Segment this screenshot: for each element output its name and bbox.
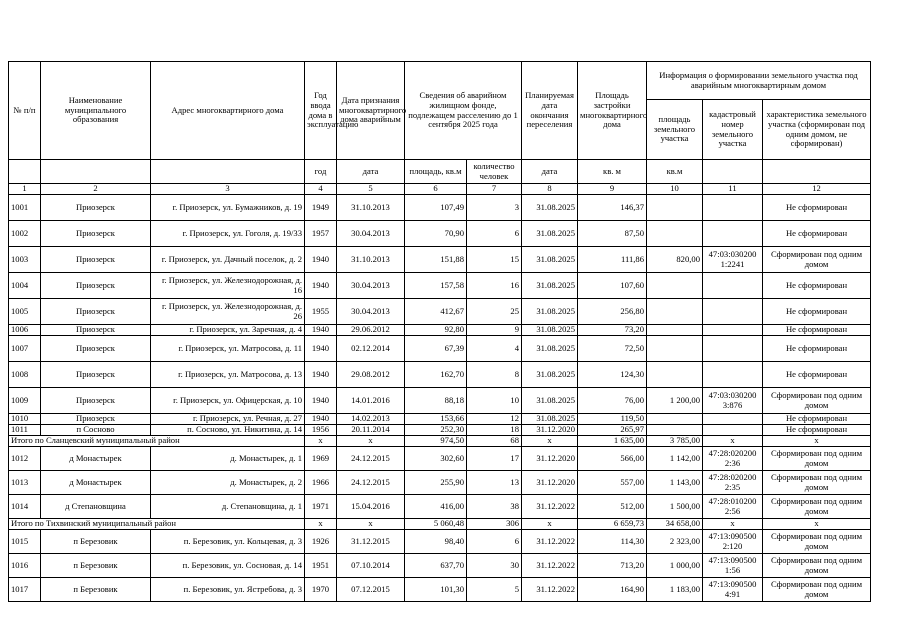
cell-people: 17 bbox=[467, 447, 522, 471]
column-number-row bbox=[9, 184, 871, 195]
table-row bbox=[9, 447, 871, 471]
cell-num: 1012 bbox=[9, 447, 41, 471]
cell-cadastral: 47:28:020200 2:36 bbox=[703, 447, 763, 471]
cell-land-characteristic: Сформирован под одним домом bbox=[763, 388, 871, 414]
cell-address: г. Приозерск, ул. Железнодорожная, д. 26 bbox=[151, 299, 305, 325]
cell-land-area: 1 183,00 bbox=[647, 578, 703, 602]
cell-year: 1970 bbox=[305, 578, 337, 602]
table-body bbox=[9, 195, 871, 602]
table-row bbox=[9, 495, 871, 519]
cell-cadastral bbox=[703, 273, 763, 299]
cell-building-area: 111,86 bbox=[578, 247, 647, 273]
cell-land-area: 1 200,00 bbox=[647, 388, 703, 414]
column-number: 4 bbox=[305, 184, 337, 195]
header-address: Адрес многоквартирного дома bbox=[151, 62, 305, 160]
cell-land-area bbox=[647, 195, 703, 221]
header-land-characteristic: характеристика земельного участка (сформирован под одним домом, не сформирован) bbox=[763, 100, 871, 160]
total-cell-land-characteristic: x bbox=[763, 519, 871, 530]
cell-year: 1940 bbox=[305, 325, 337, 336]
cell-cadastral bbox=[703, 425, 763, 436]
cell-municipality: Приозерск bbox=[41, 195, 151, 221]
cell-municipality: Приозерск bbox=[41, 221, 151, 247]
cell-cadastral: 47:13:090500 1:56 bbox=[703, 554, 763, 578]
cell-area: 153,66 bbox=[405, 414, 467, 425]
table-row bbox=[9, 425, 871, 436]
cell-date-recognition: 31.10.2013 bbox=[337, 247, 405, 273]
column-number: 1 bbox=[9, 184, 41, 195]
header-num: № п/п bbox=[9, 62, 41, 160]
cell-planned-date: 31.12.2020 bbox=[522, 447, 578, 471]
cell-land-characteristic: Не сформирован bbox=[763, 221, 871, 247]
cell-cadastral: 47:28:010200 2:56 bbox=[703, 495, 763, 519]
total-cell-area: 974,50 bbox=[405, 436, 467, 447]
unit-date: дата bbox=[337, 160, 405, 184]
cell-land-characteristic: Не сформирован bbox=[763, 195, 871, 221]
cell-num: 1004 bbox=[9, 273, 41, 299]
table-row bbox=[9, 362, 871, 388]
cell-land-area: 2 323,00 bbox=[647, 530, 703, 554]
cell-planned-date: 31.12.2022 bbox=[522, 530, 578, 554]
cell-area: 162,70 bbox=[405, 362, 467, 388]
cell-land-area: 1 000,00 bbox=[647, 554, 703, 578]
cell-land-characteristic: Сформирован под одним домом bbox=[763, 447, 871, 471]
cell-people: 6 bbox=[467, 221, 522, 247]
cell-date-recognition: 31.12.2015 bbox=[337, 530, 405, 554]
cell-date-recognition: 30.04.2013 bbox=[337, 221, 405, 247]
table-row bbox=[9, 221, 871, 247]
cell-planned-date: 31.12.2022 bbox=[522, 554, 578, 578]
cell-municipality: п Сосново bbox=[41, 425, 151, 436]
cell-area: 255,90 bbox=[405, 471, 467, 495]
cell-date-recognition: 07.12.2015 bbox=[337, 578, 405, 602]
table-header bbox=[9, 62, 871, 195]
cell-land-characteristic: Не сформирован bbox=[763, 273, 871, 299]
cell-building-area: 76,00 bbox=[578, 388, 647, 414]
cell-planned-date: 31.08.2025 bbox=[522, 221, 578, 247]
cell-address: д. Монастырек, д. 1 bbox=[151, 447, 305, 471]
cell-building-area: 713,20 bbox=[578, 554, 647, 578]
cell-people: 18 bbox=[467, 425, 522, 436]
cell-date-recognition: 31.10.2013 bbox=[337, 195, 405, 221]
cell-municipality: Приозерск bbox=[41, 325, 151, 336]
cell-cadastral: 47:13:090500 4:91 bbox=[703, 578, 763, 602]
total-cell-year: x bbox=[305, 436, 337, 447]
cell-num: 1015 bbox=[9, 530, 41, 554]
cell-municipality: Приозерск bbox=[41, 388, 151, 414]
total-cell-year: x bbox=[305, 519, 337, 530]
total-cell-people: 68 bbox=[467, 436, 522, 447]
cell-cadastral bbox=[703, 195, 763, 221]
cell-year: 1957 bbox=[305, 221, 337, 247]
cell-land-characteristic: Сформирован под одним домом bbox=[763, 554, 871, 578]
cell-year: 1940 bbox=[305, 414, 337, 425]
column-number: 9 bbox=[578, 184, 647, 195]
cell-cadastral: 47:03:030200 1:2241 bbox=[703, 247, 763, 273]
cell-land-characteristic: Сформирован под одним домом bbox=[763, 471, 871, 495]
cell-area: 157,58 bbox=[405, 273, 467, 299]
cell-land-characteristic: Сформирован под одним домом bbox=[763, 578, 871, 602]
cell-building-area: 256,80 bbox=[578, 299, 647, 325]
cell-municipality: Приозерск bbox=[41, 336, 151, 362]
cell-municipality: Приозерск bbox=[41, 273, 151, 299]
column-number: 2 bbox=[41, 184, 151, 195]
cell-building-area: 114,30 bbox=[578, 530, 647, 554]
cell-land-area bbox=[647, 425, 703, 436]
cell-date-recognition: 14.02.2013 bbox=[337, 414, 405, 425]
cell-num: 1010 bbox=[9, 414, 41, 425]
cell-people: 15 bbox=[467, 247, 522, 273]
cell-cadastral bbox=[703, 221, 763, 247]
column-number: 12 bbox=[763, 184, 871, 195]
header-planned-date: Планируемая дата окончания переселения bbox=[522, 62, 578, 160]
cell-planned-date: 31.12.2020 bbox=[522, 425, 578, 436]
total-label: Итого по Тихвинский муниципальный район bbox=[9, 519, 305, 530]
cell-area: 412,67 bbox=[405, 299, 467, 325]
cell-year: 1940 bbox=[305, 273, 337, 299]
cell-land-area: 1 500,00 bbox=[647, 495, 703, 519]
cell-people: 5 bbox=[467, 578, 522, 602]
cell-cadastral bbox=[703, 336, 763, 362]
cell-people: 6 bbox=[467, 530, 522, 554]
table-row bbox=[9, 530, 871, 554]
header-cadastral: кадастровый номер земельного участка bbox=[703, 100, 763, 160]
cell-area: 67,39 bbox=[405, 336, 467, 362]
cell-date-recognition: 14.01.2016 bbox=[337, 388, 405, 414]
cell-address: п. Сосново, ул. Никитина, д. 14 bbox=[151, 425, 305, 436]
cell-building-area: 87,50 bbox=[578, 221, 647, 247]
cell-date-recognition: 29.08.2012 bbox=[337, 362, 405, 388]
cell-num: 1014 bbox=[9, 495, 41, 519]
table-row bbox=[9, 195, 871, 221]
cell-planned-date: 31.08.2025 bbox=[522, 247, 578, 273]
header-land-area: площадь земельного участка bbox=[647, 100, 703, 160]
cell-num: 1007 bbox=[9, 336, 41, 362]
cell-year: 1955 bbox=[305, 299, 337, 325]
total-row bbox=[9, 436, 871, 447]
total-label: Итого по Сланцевский муниципальный район bbox=[9, 436, 305, 447]
cell-land-characteristic: Не сформирован bbox=[763, 325, 871, 336]
cell-year: 1926 bbox=[305, 530, 337, 554]
cell-people: 9 bbox=[467, 325, 522, 336]
cell-building-area: 119,50 bbox=[578, 414, 647, 425]
unit-empty bbox=[41, 160, 151, 184]
cell-address: г. Приозерск, ул. Заречная, д. 4 bbox=[151, 325, 305, 336]
cell-land-area bbox=[647, 299, 703, 325]
cell-people: 4 bbox=[467, 336, 522, 362]
cell-land-area: 1 143,00 bbox=[647, 471, 703, 495]
column-number: 10 bbox=[647, 184, 703, 195]
cell-address: г. Приозерск, ул. Офицерская, д. 10 bbox=[151, 388, 305, 414]
cell-date-recognition: 15.04.2016 bbox=[337, 495, 405, 519]
total-row bbox=[9, 519, 871, 530]
cell-date-recognition: 30.04.2013 bbox=[337, 299, 405, 325]
cell-address: г. Приозерск, ул. Речная, д. 27 bbox=[151, 414, 305, 425]
cell-year: 1940 bbox=[305, 362, 337, 388]
table-row bbox=[9, 414, 871, 425]
cell-year: 1949 bbox=[305, 195, 337, 221]
cell-land-characteristic: Не сформирован bbox=[763, 336, 871, 362]
cell-land-characteristic: Не сформирован bbox=[763, 425, 871, 436]
cell-num: 1005 bbox=[9, 299, 41, 325]
cell-land-characteristic: Не сформирован bbox=[763, 362, 871, 388]
cell-people: 38 bbox=[467, 495, 522, 519]
cell-planned-date: 31.12.2020 bbox=[522, 471, 578, 495]
cell-num: 1001 bbox=[9, 195, 41, 221]
table-row bbox=[9, 471, 871, 495]
cell-area: 637,70 bbox=[405, 554, 467, 578]
table-row bbox=[9, 554, 871, 578]
cell-area: 416,00 bbox=[405, 495, 467, 519]
cell-year: 1966 bbox=[305, 471, 337, 495]
cell-building-area: 73,20 bbox=[578, 325, 647, 336]
cell-num: 1011 bbox=[9, 425, 41, 436]
cell-address: г. Приозерск, ул. Бумажников, д. 19 bbox=[151, 195, 305, 221]
table-row bbox=[9, 388, 871, 414]
total-cell-land-characteristic: x bbox=[763, 436, 871, 447]
cell-year: 1940 bbox=[305, 336, 337, 362]
cell-planned-date: 31.08.2025 bbox=[522, 362, 578, 388]
housing-table bbox=[8, 61, 871, 602]
unit-empty bbox=[763, 160, 871, 184]
cell-municipality: Приозерск bbox=[41, 247, 151, 273]
cell-people: 13 bbox=[467, 471, 522, 495]
cell-planned-date: 31.08.2025 bbox=[522, 195, 578, 221]
cell-land-characteristic: Сформирован под одним домом bbox=[763, 495, 871, 519]
unit-land-area: кв.м bbox=[647, 160, 703, 184]
cell-cadastral: 47:03:030200 3:876 bbox=[703, 388, 763, 414]
total-cell-area: 5 060,48 bbox=[405, 519, 467, 530]
cell-land-area bbox=[647, 273, 703, 299]
cell-date-recognition: 29.06.2012 bbox=[337, 325, 405, 336]
cell-address: г. Приозерск, ул. Матросова, д. 11 bbox=[151, 336, 305, 362]
cell-num: 1013 bbox=[9, 471, 41, 495]
total-cell-land-area: 34 658,00 bbox=[647, 519, 703, 530]
cell-municipality: д Монастырек bbox=[41, 471, 151, 495]
table-row bbox=[9, 578, 871, 602]
cell-num: 1003 bbox=[9, 247, 41, 273]
cell-land-area bbox=[647, 362, 703, 388]
header-land-info: Информация о формировании земельного участка под аварийным многоквартирным домом bbox=[647, 62, 871, 100]
cell-planned-date: 31.12.2022 bbox=[522, 578, 578, 602]
cell-land-area bbox=[647, 336, 703, 362]
cell-planned-date: 31.12.2022 bbox=[522, 495, 578, 519]
cell-building-area: 557,00 bbox=[578, 471, 647, 495]
cell-area: 151,88 bbox=[405, 247, 467, 273]
unit-area: площадь, кв.м bbox=[405, 160, 467, 184]
cell-year: 1971 bbox=[305, 495, 337, 519]
column-number: 5 bbox=[337, 184, 405, 195]
total-cell-people: 306 bbox=[467, 519, 522, 530]
header-year: Год ввода дома в эксплуатацию bbox=[305, 62, 337, 160]
cell-area: 70,90 bbox=[405, 221, 467, 247]
cell-area: 107,49 bbox=[405, 195, 467, 221]
cell-address: г. Приозерск, ул. Гоголя, д. 19/33 bbox=[151, 221, 305, 247]
cell-land-area bbox=[647, 325, 703, 336]
cell-people: 3 bbox=[467, 195, 522, 221]
cell-area: 252,30 bbox=[405, 425, 467, 436]
cell-year: 1940 bbox=[305, 388, 337, 414]
cell-building-area: 146,37 bbox=[578, 195, 647, 221]
cell-municipality: д Монастырек bbox=[41, 447, 151, 471]
table-row bbox=[9, 247, 871, 273]
total-cell-building-area: 1 635,00 bbox=[578, 436, 647, 447]
header-municipality: Наименование муниципального образования bbox=[41, 62, 151, 160]
cell-num: 1009 bbox=[9, 388, 41, 414]
total-cell-planned-date: x bbox=[522, 519, 578, 530]
cell-area: 88,18 bbox=[405, 388, 467, 414]
cell-land-area: 1 142,00 bbox=[647, 447, 703, 471]
cell-address: п. Березовик, ул. Кольцевая, д. 3 bbox=[151, 530, 305, 554]
column-number: 7 bbox=[467, 184, 522, 195]
cell-building-area: 107,60 bbox=[578, 273, 647, 299]
cell-land-characteristic: Сформирован под одним домом bbox=[763, 247, 871, 273]
cell-num: 1002 bbox=[9, 221, 41, 247]
column-number: 11 bbox=[703, 184, 763, 195]
cell-address: г. Приозерск, ул. Дачный поселок, д. 2 bbox=[151, 247, 305, 273]
unit-people: количество человек bbox=[467, 160, 522, 184]
cell-people: 25 bbox=[467, 299, 522, 325]
column-number: 6 bbox=[405, 184, 467, 195]
cell-area: 101,30 bbox=[405, 578, 467, 602]
cell-year: 1951 bbox=[305, 554, 337, 578]
header-date-recognition: Дата признания многоквартирного дома аварийным bbox=[337, 62, 405, 160]
cell-people: 10 bbox=[467, 388, 522, 414]
cell-cadastral bbox=[703, 325, 763, 336]
cell-municipality: п Березовик bbox=[41, 530, 151, 554]
unit-building-area: кв. м bbox=[578, 160, 647, 184]
cell-area: 98,40 bbox=[405, 530, 467, 554]
cell-land-area bbox=[647, 414, 703, 425]
cell-planned-date: 31.08.2025 bbox=[522, 388, 578, 414]
cell-num: 1008 bbox=[9, 362, 41, 388]
cell-cadastral bbox=[703, 362, 763, 388]
cell-people: 12 bbox=[467, 414, 522, 425]
cell-municipality: п Березовик bbox=[41, 554, 151, 578]
cell-address: д. Монастырек, д. 2 bbox=[151, 471, 305, 495]
unit-empty bbox=[9, 160, 41, 184]
cell-address: г. Приозерск, ул. Железнодорожная, д. 16 bbox=[151, 273, 305, 299]
cell-num: 1017 bbox=[9, 578, 41, 602]
cell-planned-date: 31.08.2025 bbox=[522, 273, 578, 299]
cell-building-area: 164,90 bbox=[578, 578, 647, 602]
table-row bbox=[9, 273, 871, 299]
total-cell-planned-date: x bbox=[522, 436, 578, 447]
cell-planned-date: 31.08.2025 bbox=[522, 299, 578, 325]
total-cell-cadastral: x bbox=[703, 436, 763, 447]
total-cell-date-recognition: x bbox=[337, 436, 405, 447]
table-row bbox=[9, 325, 871, 336]
cell-address: п. Березовик, ул. Сосновая, д. 14 bbox=[151, 554, 305, 578]
cell-municipality: п Березовик bbox=[41, 578, 151, 602]
cell-municipality: Приозерск bbox=[41, 414, 151, 425]
cell-people: 30 bbox=[467, 554, 522, 578]
cell-address: г. Приозерск, ул. Матросова, д. 13 bbox=[151, 362, 305, 388]
cell-cadastral: 47:13:090500 2:120 bbox=[703, 530, 763, 554]
cell-year: 1969 bbox=[305, 447, 337, 471]
cell-planned-date: 31.08.2025 bbox=[522, 414, 578, 425]
cell-land-characteristic: Не сформирован bbox=[763, 414, 871, 425]
cell-municipality: д Степановщина bbox=[41, 495, 151, 519]
header-building-area: Площадь застройки многоквартирного дома bbox=[578, 62, 647, 160]
column-number: 8 bbox=[522, 184, 578, 195]
cell-building-area: 124,30 bbox=[578, 362, 647, 388]
cell-year: 1940 bbox=[305, 247, 337, 273]
cell-date-recognition: 02.12.2014 bbox=[337, 336, 405, 362]
unit-empty bbox=[703, 160, 763, 184]
cell-num: 1006 bbox=[9, 325, 41, 336]
cell-area: 302,60 bbox=[405, 447, 467, 471]
total-cell-building-area: 6 659,73 bbox=[578, 519, 647, 530]
unit-empty bbox=[151, 160, 305, 184]
cell-cadastral bbox=[703, 414, 763, 425]
cell-people: 8 bbox=[467, 362, 522, 388]
table-row bbox=[9, 336, 871, 362]
cell-people: 16 bbox=[467, 273, 522, 299]
unit-planned-date: дата bbox=[522, 160, 578, 184]
cell-land-characteristic: Сформирован под одним домом bbox=[763, 530, 871, 554]
cell-date-recognition: 24.12.2015 bbox=[337, 447, 405, 471]
cell-building-area: 512,00 bbox=[578, 495, 647, 519]
unit-year: год bbox=[305, 160, 337, 184]
cell-cadastral: 47:28:020200 2:35 bbox=[703, 471, 763, 495]
cell-building-area: 72,50 bbox=[578, 336, 647, 362]
cell-area: 92,80 bbox=[405, 325, 467, 336]
cell-date-recognition: 30.04.2013 bbox=[337, 273, 405, 299]
cell-num: 1016 bbox=[9, 554, 41, 578]
cell-date-recognition: 20.11.2014 bbox=[337, 425, 405, 436]
header-fund: Сведения об аварийном жилищном фонде, подлежащем расселению до 1 сентября 2025 года bbox=[405, 62, 522, 160]
cell-land-area: 820,00 bbox=[647, 247, 703, 273]
table-row bbox=[9, 299, 871, 325]
total-cell-date-recognition: x bbox=[337, 519, 405, 530]
cell-building-area: 265,97 bbox=[578, 425, 647, 436]
cell-planned-date: 31.08.2025 bbox=[522, 336, 578, 362]
total-cell-cadastral: x bbox=[703, 519, 763, 530]
cell-address: п. Березовик, ул. Ястребова, д. 3 bbox=[151, 578, 305, 602]
cell-land-area bbox=[647, 221, 703, 247]
cell-address: д. Степановщина, д. 1 bbox=[151, 495, 305, 519]
cell-year: 1956 bbox=[305, 425, 337, 436]
cell-date-recognition: 24.12.2015 bbox=[337, 471, 405, 495]
cell-municipality: Приозерск bbox=[41, 299, 151, 325]
total-cell-land-area: 3 785,00 bbox=[647, 436, 703, 447]
cell-cadastral bbox=[703, 299, 763, 325]
cell-planned-date: 31.08.2025 bbox=[522, 325, 578, 336]
cell-building-area: 566,00 bbox=[578, 447, 647, 471]
column-number: 3 bbox=[151, 184, 305, 195]
cell-date-recognition: 07.10.2014 bbox=[337, 554, 405, 578]
cell-municipality: Приозерск bbox=[41, 362, 151, 388]
cell-land-characteristic: Не сформирован bbox=[763, 299, 871, 325]
